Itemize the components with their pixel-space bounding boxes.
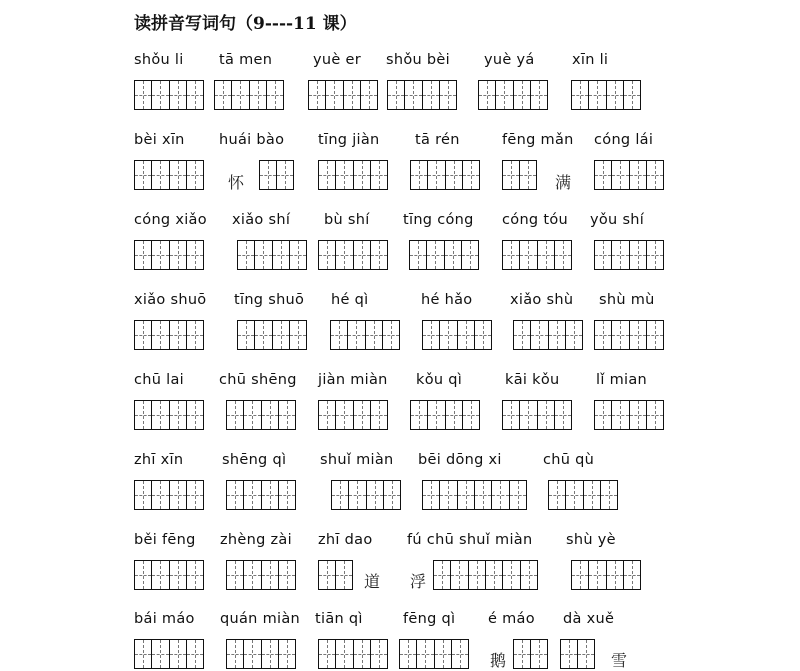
writing-cell[interactable]	[278, 401, 295, 429]
writing-cell[interactable]	[519, 401, 536, 429]
writing-grid[interactable]	[502, 400, 572, 430]
writing-cell[interactable]	[169, 321, 186, 349]
writing-cell[interactable]	[135, 640, 151, 668]
pinyin-label: hé hǎo	[421, 292, 473, 308]
writing-cell[interactable]	[514, 640, 530, 668]
pinyin-label: shuǐ miàn	[320, 452, 394, 468]
writing-cell[interactable]	[565, 481, 582, 509]
writing-cell[interactable]	[503, 401, 519, 429]
pinyin-label: tīng jiàn	[318, 132, 380, 148]
writing-grid[interactable]	[571, 560, 641, 590]
writing-cell[interactable]	[404, 81, 421, 109]
writing-cell[interactable]	[135, 401, 151, 429]
writing-cell[interactable]	[474, 321, 491, 349]
writing-cell[interactable]	[309, 81, 325, 109]
pinyin-label: tīng shuō	[234, 292, 305, 308]
writing-grid[interactable]	[422, 320, 492, 350]
writing-cell[interactable]	[135, 81, 151, 109]
writing-cell[interactable]	[151, 640, 168, 668]
writing-cell[interactable]	[537, 401, 554, 429]
writing-grid[interactable]	[318, 240, 388, 270]
given-character: 怀	[228, 173, 245, 192]
writing-cell[interactable]	[151, 321, 168, 349]
pinyin-label: shēng qì	[222, 452, 287, 468]
writing-cell[interactable]	[135, 481, 151, 509]
pinyin-label: huái bào	[219, 132, 285, 148]
writing-grid[interactable]	[259, 160, 294, 190]
writing-cell[interactable]	[388, 81, 404, 109]
writing-cell[interactable]	[611, 161, 628, 189]
pinyin-label: jiàn miàn	[318, 372, 388, 388]
writing-cell[interactable]	[215, 81, 231, 109]
writing-cell[interactable]	[583, 481, 600, 509]
writing-grid[interactable]	[318, 560, 353, 590]
pinyin-label: cóng lái	[594, 132, 654, 148]
writing-grid[interactable]	[318, 400, 388, 430]
pinyin-label: xīn li	[572, 52, 609, 68]
writing-cell[interactable]	[370, 241, 387, 269]
writing-cell[interactable]	[519, 161, 536, 189]
writing-grid[interactable]	[134, 639, 204, 669]
writing-cell[interactable]	[530, 321, 547, 349]
writing-cell[interactable]	[370, 640, 387, 668]
writing-cell[interactable]	[561, 640, 577, 668]
writing-cell[interactable]	[646, 161, 663, 189]
writing-cell[interactable]	[151, 401, 168, 429]
writing-grid[interactable]	[134, 320, 204, 350]
writing-grid[interactable]	[134, 160, 204, 190]
writing-grid[interactable]	[502, 160, 537, 190]
pinyin-label: tiān qì	[315, 611, 363, 627]
writing-cell[interactable]	[261, 561, 278, 589]
writing-grid[interactable]	[594, 160, 664, 190]
writing-cell[interactable]	[445, 161, 462, 189]
pinyin-label: shǒu li	[134, 52, 184, 68]
writing-grid[interactable]	[134, 80, 204, 110]
writing-cell[interactable]	[427, 161, 444, 189]
writing-cell[interactable]	[243, 640, 260, 668]
writing-cell[interactable]	[514, 321, 530, 349]
pinyin-label: quán miàn	[220, 611, 301, 627]
writing-grid[interactable]	[548, 480, 618, 510]
pinyin-label: zhèng zài	[220, 532, 292, 548]
writing-cell[interactable]	[319, 401, 335, 429]
writing-cell[interactable]	[623, 561, 640, 589]
writing-cell[interactable]	[646, 321, 663, 349]
writing-cell[interactable]	[186, 81, 203, 109]
writing-cell[interactable]	[434, 561, 450, 589]
writing-cell[interactable]	[335, 161, 352, 189]
writing-cell[interactable]	[554, 401, 571, 429]
writing-grid[interactable]	[409, 240, 479, 270]
writing-cell[interactable]	[261, 640, 278, 668]
writing-grid[interactable]	[594, 400, 664, 430]
writing-cell[interactable]	[169, 81, 186, 109]
pinyin-label: shù mù	[599, 292, 655, 308]
writing-cell[interactable]	[278, 561, 295, 589]
pinyin-label: kǒu qì	[416, 372, 463, 388]
writing-cell[interactable]	[151, 561, 168, 589]
writing-cell[interactable]	[151, 481, 168, 509]
writing-cell[interactable]	[520, 561, 537, 589]
writing-cell[interactable]	[410, 241, 426, 269]
pinyin-label: dà xuě	[563, 611, 615, 627]
writing-cell[interactable]	[629, 321, 646, 349]
writing-cell[interactable]	[462, 161, 479, 189]
writing-cell[interactable]	[503, 161, 519, 189]
writing-cell[interactable]	[278, 640, 295, 668]
writing-cell[interactable]	[411, 401, 427, 429]
writing-cell[interactable]	[186, 640, 203, 668]
writing-cell[interactable]	[169, 401, 186, 429]
given-character: 满	[555, 173, 572, 192]
writing-grid[interactable]	[478, 80, 548, 110]
writing-cell[interactable]	[503, 241, 519, 269]
writing-cell[interactable]	[319, 640, 335, 668]
writing-cell[interactable]	[382, 321, 399, 349]
writing-cell[interactable]	[434, 640, 451, 668]
writing-grid[interactable]	[134, 400, 204, 430]
writing-cell[interactable]	[266, 81, 283, 109]
writing-cell[interactable]	[439, 81, 456, 109]
writing-cell[interactable]	[554, 241, 571, 269]
writing-cell[interactable]	[495, 81, 512, 109]
writing-cell[interactable]	[588, 81, 605, 109]
pinyin-label: zhī dao	[318, 532, 373, 548]
writing-cell[interactable]	[325, 81, 342, 109]
writing-cell[interactable]	[231, 81, 248, 109]
pinyin-label: zhī xīn	[134, 452, 184, 468]
writing-cell[interactable]	[623, 81, 640, 109]
writing-cell[interactable]	[445, 401, 462, 429]
writing-grid[interactable]	[422, 480, 527, 510]
writing-cell[interactable]	[169, 241, 186, 269]
writing-cell[interactable]	[151, 241, 168, 269]
writing-cell[interactable]	[595, 241, 611, 269]
writing-cell[interactable]	[227, 640, 243, 668]
writing-cell[interactable]	[513, 81, 530, 109]
writing-cell[interactable]	[249, 81, 266, 109]
writing-cell[interactable]	[331, 321, 347, 349]
writing-cell[interactable]	[600, 481, 617, 509]
pinyin-label: bēi dōng xi	[418, 452, 502, 468]
writing-cell[interactable]	[502, 561, 519, 589]
writing-cell[interactable]	[422, 81, 439, 109]
pinyin-label: fēng mǎn	[502, 132, 574, 148]
writing-cell[interactable]	[611, 241, 628, 269]
pinyin-label: tā rén	[415, 132, 460, 148]
writing-cell[interactable]	[595, 161, 611, 189]
writing-cell[interactable]	[186, 561, 203, 589]
writing-cell[interactable]	[646, 401, 663, 429]
writing-cell[interactable]	[319, 161, 335, 189]
writing-cell[interactable]	[348, 481, 365, 509]
pinyin-label: fú chū shuǐ miàn	[407, 532, 533, 548]
writing-cell[interactable]	[243, 481, 260, 509]
writing-cell[interactable]	[485, 561, 502, 589]
writing-cell[interactable]	[289, 241, 306, 269]
pinyin-label: xiǎo shuō	[134, 292, 207, 308]
given-character: 浮	[410, 572, 427, 591]
writing-grid[interactable]	[513, 320, 583, 350]
writing-grid[interactable]	[502, 240, 572, 270]
writing-grid[interactable]	[387, 80, 457, 110]
pinyin-label: shù yè	[566, 532, 616, 548]
writing-grid[interactable]	[134, 560, 204, 590]
pinyin-label: bèi xīn	[134, 132, 185, 148]
writing-cell[interactable]	[537, 241, 554, 269]
writing-cell[interactable]	[272, 321, 289, 349]
writing-cell[interactable]	[462, 401, 479, 429]
writing-cell[interactable]	[243, 401, 260, 429]
writing-cell[interactable]	[353, 241, 370, 269]
writing-cell[interactable]	[629, 241, 646, 269]
writing-cell[interactable]	[595, 401, 611, 429]
pinyin-label: é máo	[488, 611, 535, 627]
writing-cell[interactable]	[343, 81, 360, 109]
writing-cell[interactable]	[606, 81, 623, 109]
writing-cell[interactable]	[238, 241, 254, 269]
writing-grid[interactable]	[594, 240, 664, 270]
writing-cell[interactable]	[383, 481, 400, 509]
writing-cell[interactable]	[135, 241, 151, 269]
writing-grid[interactable]	[594, 320, 664, 350]
writing-cell[interactable]	[451, 640, 468, 668]
writing-cell[interactable]	[549, 481, 565, 509]
pinyin-label: xiǎo shù	[510, 292, 574, 308]
pinyin-label: yuè yá	[484, 52, 535, 68]
writing-grid[interactable]	[308, 80, 378, 110]
writing-cell[interactable]	[227, 401, 243, 429]
writing-cell[interactable]	[254, 241, 271, 269]
writing-cell[interactable]	[360, 81, 377, 109]
writing-cell[interactable]	[335, 401, 352, 429]
writing-cell[interactable]	[457, 321, 474, 349]
writing-cell[interactable]	[169, 161, 186, 189]
writing-grid[interactable]	[214, 80, 284, 110]
writing-cell[interactable]	[353, 640, 370, 668]
writing-cell[interactable]	[278, 481, 295, 509]
writing-cell[interactable]	[479, 81, 495, 109]
writing-cell[interactable]	[611, 401, 628, 429]
pinyin-label: chū shēng	[219, 372, 297, 388]
writing-cell[interactable]	[491, 481, 508, 509]
writing-cell[interactable]	[319, 561, 335, 589]
writing-cell[interactable]	[353, 401, 370, 429]
writing-grid[interactable]	[513, 639, 548, 669]
writing-cell[interactable]	[151, 81, 168, 109]
writing-cell[interactable]	[272, 241, 289, 269]
writing-cell[interactable]	[426, 241, 443, 269]
writing-grid[interactable]	[226, 480, 296, 510]
writing-grid[interactable]	[318, 639, 388, 669]
writing-cell[interactable]	[457, 481, 474, 509]
given-character: 道	[364, 572, 381, 591]
writing-cell[interactable]	[370, 161, 387, 189]
writing-cell[interactable]	[611, 321, 628, 349]
writing-grid[interactable]	[226, 400, 296, 430]
writing-cell[interactable]	[474, 481, 491, 509]
pinyin-label: kāi kǒu	[505, 372, 560, 388]
writing-cell[interactable]	[169, 481, 186, 509]
writing-cell[interactable]	[400, 640, 416, 668]
writing-cell[interactable]	[254, 321, 271, 349]
writing-cell[interactable]	[370, 401, 387, 429]
writing-cell[interactable]	[186, 241, 203, 269]
writing-cell[interactable]	[365, 321, 382, 349]
writing-cell[interactable]	[461, 241, 478, 269]
writing-cell[interactable]	[427, 401, 444, 429]
writing-cell[interactable]	[335, 640, 352, 668]
writing-cell[interactable]	[595, 321, 611, 349]
writing-cell[interactable]	[588, 561, 605, 589]
writing-cell[interactable]	[416, 640, 433, 668]
pinyin-label: běi fēng	[134, 532, 196, 548]
writing-cell[interactable]	[530, 640, 547, 668]
writing-cell[interactable]	[289, 321, 306, 349]
writing-cell[interactable]	[450, 561, 467, 589]
writing-grid[interactable]	[330, 320, 400, 350]
writing-grid[interactable]	[410, 160, 480, 190]
writing-grid[interactable]	[134, 240, 204, 270]
writing-grid[interactable]	[571, 80, 641, 110]
pinyin-label: bù shí	[324, 212, 370, 228]
writing-grid[interactable]	[331, 480, 401, 510]
writing-cell[interactable]	[606, 561, 623, 589]
writing-cell[interactable]	[530, 81, 547, 109]
writing-cell[interactable]	[468, 561, 485, 589]
pinyin-label: yuè er	[313, 52, 361, 68]
writing-grid[interactable]	[226, 639, 296, 669]
writing-grid[interactable]	[134, 480, 204, 510]
writing-cell[interactable]	[335, 561, 352, 589]
writing-cell[interactable]	[261, 481, 278, 509]
pinyin-label: shǒu bèi	[386, 52, 450, 68]
writing-cell[interactable]	[261, 401, 278, 429]
pinyin-label: tā men	[219, 52, 273, 68]
writing-grid[interactable]	[410, 400, 480, 430]
writing-grid[interactable]	[560, 639, 595, 669]
writing-cell[interactable]	[169, 640, 186, 668]
pinyin-label: cóng xiǎo	[134, 212, 207, 228]
writing-grid[interactable]	[237, 320, 307, 350]
given-character: 鹅	[490, 651, 507, 670]
writing-cell[interactable]	[629, 401, 646, 429]
writing-cell[interactable]	[151, 161, 168, 189]
writing-cell[interactable]	[353, 161, 370, 189]
writing-grid[interactable]	[237, 240, 307, 270]
writing-cell[interactable]	[332, 481, 348, 509]
writing-cell[interactable]	[169, 561, 186, 589]
writing-cell[interactable]	[439, 481, 456, 509]
writing-cell[interactable]	[565, 321, 582, 349]
writing-grid[interactable]	[226, 560, 296, 590]
writing-cell[interactable]	[186, 161, 203, 189]
pinyin-label: yǒu shí	[590, 212, 645, 228]
writing-cell[interactable]	[319, 241, 335, 269]
writing-cell[interactable]	[347, 321, 364, 349]
writing-cell[interactable]	[186, 481, 203, 509]
writing-cell[interactable]	[227, 481, 243, 509]
writing-cell[interactable]	[276, 161, 293, 189]
writing-cell[interactable]	[411, 161, 427, 189]
writing-cell[interactable]	[548, 321, 565, 349]
writing-cell[interactable]	[186, 401, 203, 429]
writing-cell[interactable]	[238, 321, 254, 349]
writing-cell[interactable]	[439, 321, 456, 349]
writing-cell[interactable]	[572, 81, 588, 109]
writing-cell[interactable]	[186, 321, 203, 349]
writing-cell[interactable]	[366, 481, 383, 509]
pinyin-label: fēng qì	[403, 611, 456, 627]
writing-cell[interactable]	[243, 561, 260, 589]
writing-grid[interactable]	[318, 160, 388, 190]
writing-cell[interactable]	[227, 561, 243, 589]
page-title: 读拼音写词句（9----11 课）	[134, 14, 357, 34]
writing-cell[interactable]	[509, 481, 526, 509]
writing-cell[interactable]	[629, 161, 646, 189]
pinyin-label: cóng tóu	[502, 212, 568, 228]
writing-cell[interactable]	[646, 241, 663, 269]
writing-cell[interactable]	[519, 241, 536, 269]
writing-cell[interactable]	[335, 241, 352, 269]
pinyin-label: bái máo	[134, 611, 195, 627]
writing-cell[interactable]	[260, 161, 276, 189]
writing-cell[interactable]	[577, 640, 594, 668]
writing-cell[interactable]	[135, 561, 151, 589]
writing-cell[interactable]	[135, 321, 151, 349]
pinyin-label: xiǎo shí	[232, 212, 291, 228]
pinyin-label: lǐ mian	[596, 372, 647, 388]
given-character: 雪	[611, 651, 628, 670]
writing-cell[interactable]	[423, 481, 439, 509]
writing-cell[interactable]	[135, 161, 151, 189]
writing-grid[interactable]	[433, 560, 538, 590]
pinyin-label: chū lai	[134, 372, 185, 388]
writing-cell[interactable]	[444, 241, 461, 269]
pinyin-label: chū qù	[543, 452, 595, 468]
pinyin-label: hé qì	[331, 292, 369, 308]
pinyin-label: tīng cóng	[403, 212, 474, 228]
writing-grid[interactable]	[399, 639, 469, 669]
writing-cell[interactable]	[423, 321, 439, 349]
writing-cell[interactable]	[572, 561, 588, 589]
